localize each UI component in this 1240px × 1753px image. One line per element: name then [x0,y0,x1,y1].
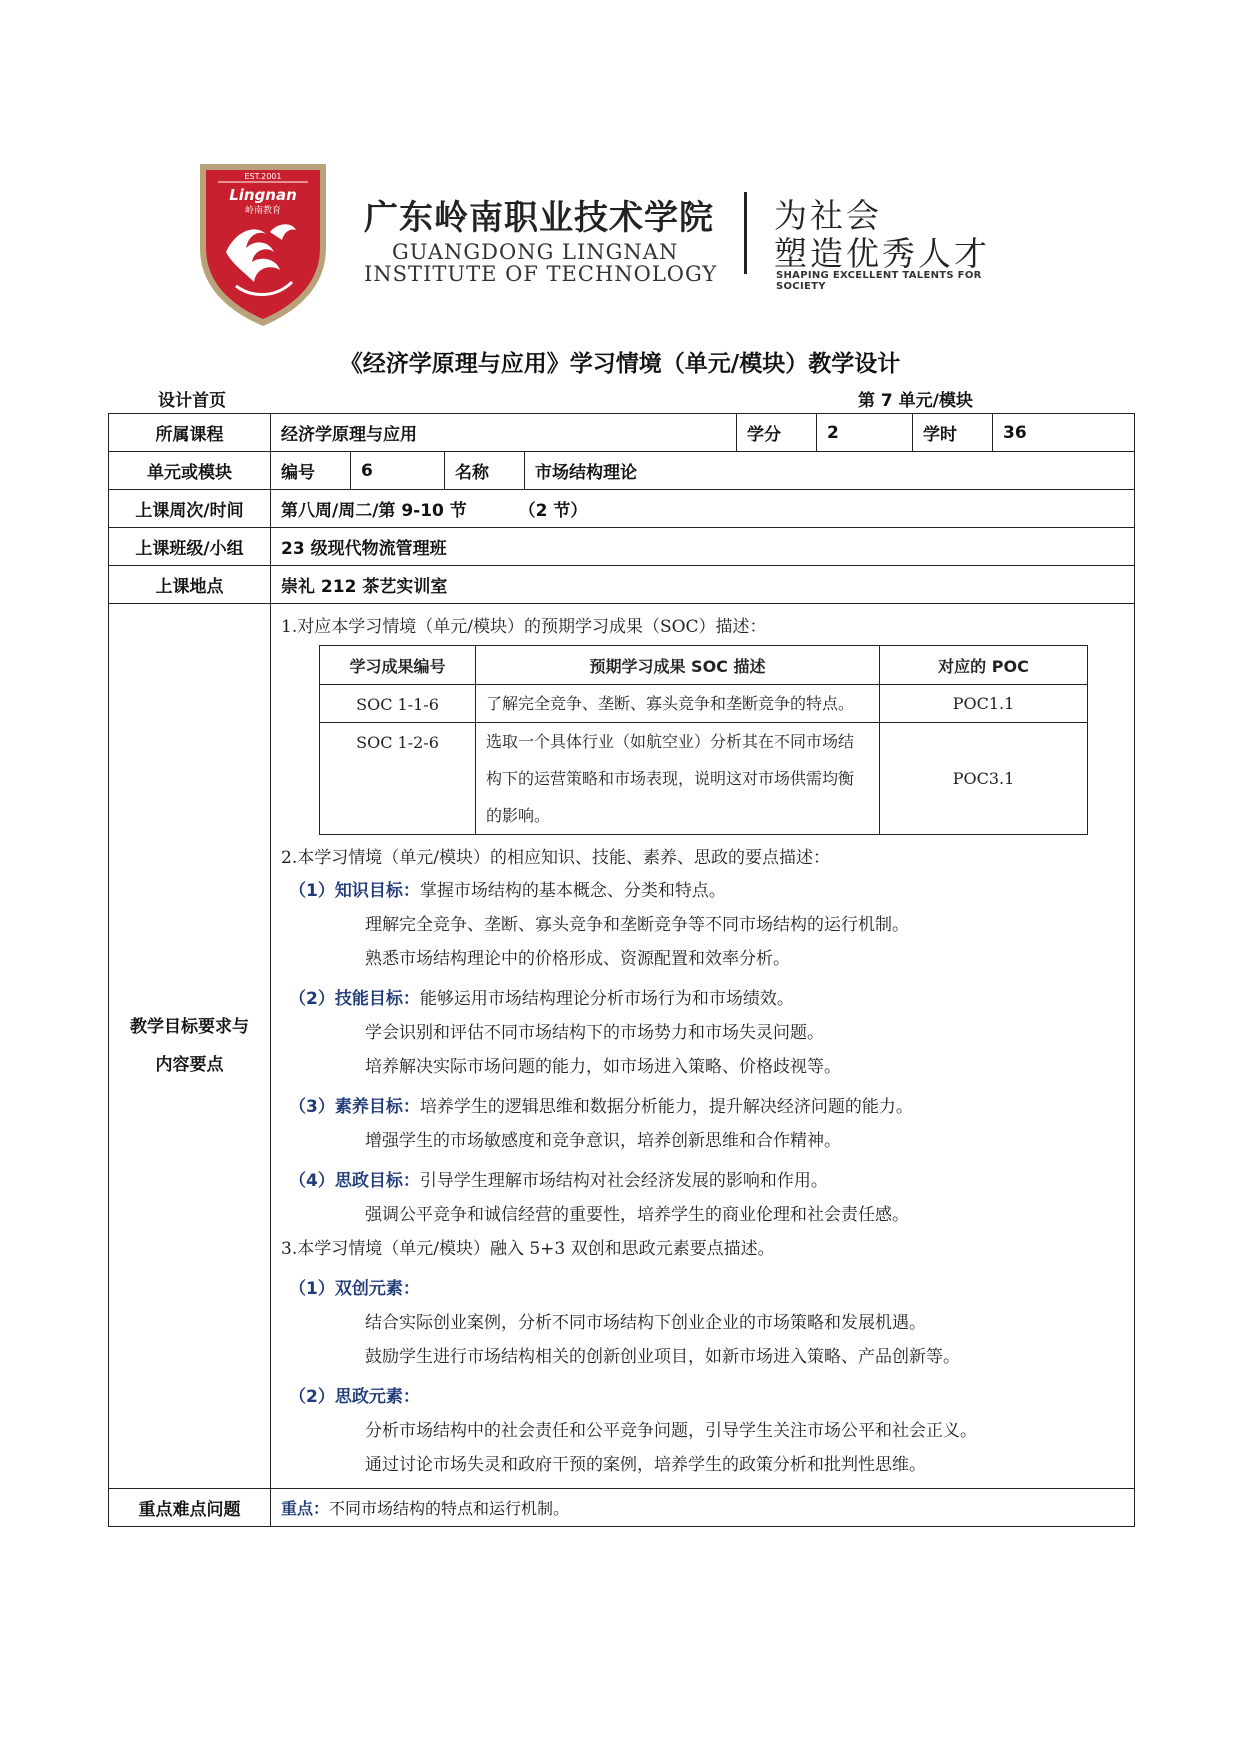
section2-heading: 2.本学习情境（单元/模块）的相应知识、技能、素养、思政的要点描述： [281,848,830,868]
goal-title: （2）技能目标： [289,989,420,1009]
row-unit [109,452,1135,490]
goal-skill [289,982,1124,1084]
soc-desc: 选取一个具体行业（如航空业）分析其在不同市场结构下的运营策略和市场表现，说明这对市场供需均衡的影响。 [476,723,880,835]
logo-brand-text: Lingnan [229,186,297,204]
element-ideology [289,1380,1124,1482]
goal-title: （1）知识目标： [289,881,420,901]
logo-est-text: EST.2001 [244,172,282,181]
element-line: 结合实际创业案例，分析不同市场结构下创业企业的市场策略和发展机遇。 [365,1313,926,1333]
row-key-points [109,1489,1135,1527]
soc-poc: POC1.1 [880,685,1088,723]
soc-col-id: 学习成果编号 [320,646,476,685]
row-place [109,566,1135,604]
goal-line: 学会识别和评估不同市场结构下的市场势力和市场失灵问题。 [365,1023,824,1043]
objectives-label-line1: 教学目标要求与 [130,1017,249,1037]
key-label: 重点难点问题 [109,1489,271,1527]
school-logo-shield-icon [196,160,330,330]
slogan-en: SHAPING EXCELLENT TALENTS FOR SOCIETY [776,270,982,292]
school-name-en-line1: GUANGDONG LINGNAN [392,240,679,264]
credit-label: 学分 [737,414,817,452]
objectives-label [109,604,271,1489]
goal-line: 引导学生理解市场结构对社会经济发展的影响和作用。 [419,1171,828,1191]
goal-knowledge [289,874,1124,976]
subtitle-right: 第 7 单元/模块 [858,391,973,411]
place-label: 上课地点 [109,566,271,604]
soc-col-desc: 预期学习成果 SOC 描述 [476,646,880,685]
header-divider [744,192,747,274]
goal-line: 培养解决实际市场问题的能力，如市场进入策略、价格歧视等。 [365,1057,841,1077]
element-line: 鼓励学生进行市场结构相关的创新创业项目，如新市场进入策略、产品创新等。 [365,1347,960,1367]
goal-line: 培养学生的逻辑思维和数据分析能力，提升解决经济问题的能力。 [419,1097,913,1117]
goal-line: 强调公平竞争和诚信经营的重要性，培养学生的商业伦理和社会责任感。 [365,1205,909,1225]
goal-line: 增强学生的市场敏感度和竞争意识，培养创新思维和合作精神。 [365,1131,841,1151]
soc-poc: POC3.1 [880,723,1088,835]
key-text: 不同市场结构的特点和运行机制。 [329,1499,570,1518]
soc-id: SOC 1-1-6 [320,685,476,723]
place-value: 崇礼 212 茶艺实训室 [271,566,1135,604]
course-value: 经济学原理与应用 [271,414,737,452]
slogan-line2: 塑造优秀人才 [774,234,990,273]
goal-line: 能够运用市场结构理论分析市场行为和市场绩效。 [419,989,794,1009]
course-label: 所属课程 [109,414,271,452]
credit-value: 2 [817,414,913,452]
goal-line: 熟悉市场结构理论中的价格形成、资源配置和效率分析。 [365,949,790,969]
unit-label: 单元或模块 [109,452,271,490]
element-title: （2）思政元素： [289,1387,420,1407]
goal-title: （3）素养目标： [289,1097,420,1117]
objectives-label-line2: 内容要点 [155,1055,224,1075]
design-table [108,413,1135,1527]
class-value: 23 级现代物流管理班 [271,528,1135,566]
hours-label: 学时 [913,414,993,452]
name-label: 名称 [445,452,525,490]
number-label: 编号 [271,452,351,490]
logo-brand-cn-text: 岭南教育 [244,206,282,216]
name-value: 市场结构理论 [525,452,1135,490]
row-time [109,490,1135,528]
key-prefix: 重点： [281,1499,330,1518]
element-line: 分析市场结构中的社会责任和公平竞争问题，引导学生关注市场公平和社会正义。 [365,1421,977,1441]
row-objectives [109,604,1135,1489]
school-name-cn: 广东岭南职业技术学院 [364,198,714,238]
goal-line: 掌握市场结构的基本概念、分类和特点。 [419,881,726,901]
subtitle-left: 设计首页 [158,391,226,411]
objectives-content [271,604,1135,1489]
goal-ideology [289,1164,1124,1232]
time-cell [271,490,1135,528]
time-value: 第八周/周二/第 9-10 节 [281,501,467,521]
section1-heading: 1.对应本学习情境（单元/模块）的预期学习成果（SOC）描述： [281,617,767,637]
school-header [196,160,1016,340]
section3-heading: 3.本学习情境（单元/模块）融入 5+3 双创和思政元素要点描述。 [281,1239,775,1259]
element-title: （1）双创元素： [289,1279,420,1299]
soc-table [319,645,1088,835]
time-label: 上课周次/时间 [109,490,271,528]
hours-value: 36 [993,414,1135,452]
soc-id: SOC 1-2-6 [320,723,476,835]
slogan-line1: 为社会 [774,196,882,235]
document-title: 《经济学原理与应用》学习情境（单元/模块）教学设计 [339,351,901,377]
goal-line: 理解完全竞争、垄断、寡头竞争和垄断竞争等不同市场结构的运行机制。 [365,915,909,935]
element-line: 通过讨论市场失灵和政府干预的案例，培养学生的政策分析和批判性思维。 [365,1455,926,1475]
soc-header-row [320,646,1088,685]
goal-quality [289,1090,1124,1158]
row-class [109,528,1135,566]
row-course [109,414,1135,452]
time-sessions: （2 节） [518,501,588,521]
school-name-en-line2: INSTITUTE OF TECHNOLOGY [364,262,718,286]
soc-row [320,685,1088,723]
class-label: 上课班级/小组 [109,528,271,566]
goal-title: （4）思政目标： [289,1171,420,1191]
soc-row [320,723,1088,835]
element-innovation [289,1272,1124,1374]
number-value: 6 [351,452,445,490]
soc-col-poc: 对应的 POC [880,646,1088,685]
soc-desc: 了解完全竞争、垄断、寡头竞争和垄断竞争的特点。 [476,685,880,723]
key-cell [271,1489,1135,1527]
